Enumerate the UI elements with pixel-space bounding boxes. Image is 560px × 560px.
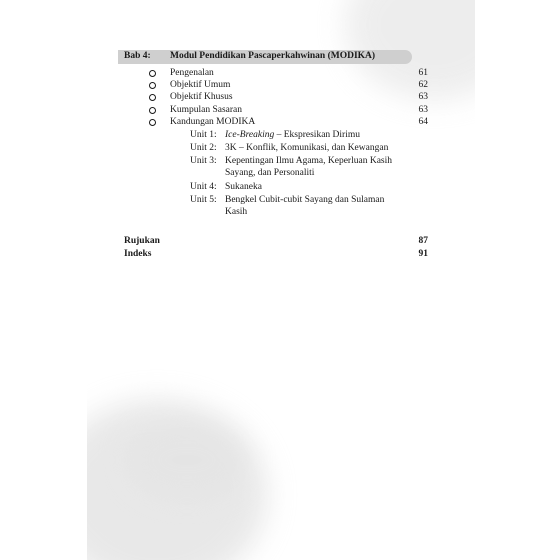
toc-entry: Kandungan MODIKA <box>170 117 256 127</box>
toc-page-number: 63 <box>418 105 428 115</box>
back-matter-entry: Indeks <box>124 249 152 259</box>
back-matter-entry: Rujukan <box>124 236 160 246</box>
bullet-icon <box>149 119 156 126</box>
toc-entry: Pengenalan <box>170 68 214 78</box>
toc-entry: Objektif Khusus <box>170 92 233 102</box>
toc-page-number: 63 <box>418 92 428 102</box>
unit-title: Kepentingan Ilmu Agama, Keperluan Kasih <box>225 156 392 166</box>
unit-label: Unit 5: <box>190 195 217 205</box>
unit-title: Sukaneka <box>225 182 262 192</box>
unit-label: Unit 1: <box>190 130 217 140</box>
unit-title-continued: Sayang, dan Personaliti <box>225 168 315 178</box>
bullet-icon <box>149 70 156 77</box>
chapter-label: Bab 4: <box>124 51 151 61</box>
chapter-title: Modul Pendidikan Pascaperkahwinan (MODIKA) <box>170 51 376 61</box>
toc-page-number: 62 <box>418 80 428 90</box>
unit-title-continued: Kasih <box>225 207 248 217</box>
bullet-icon <box>149 107 156 114</box>
unit-title <box>225 130 360 141</box>
toc-page-number: 61 <box>418 68 428 78</box>
unit-title-italic: Ice-Breaking <box>225 130 275 140</box>
toc-entry: Objektif Umum <box>170 80 231 90</box>
unit-title: Bengkel Cubit-cubit Sayang dan Sulaman <box>225 195 385 205</box>
bullet-icon <box>149 94 156 101</box>
watercolor-decoration <box>127 420 247 500</box>
toc-page-number: 64 <box>418 117 428 127</box>
bullet-icon <box>149 82 156 89</box>
unit-title-rest: – Ekspresikan Dirimu <box>274 130 360 140</box>
unit-label: Unit 3: <box>190 156 217 166</box>
unit-label: Unit 4: <box>190 182 217 192</box>
unit-label: Unit 2: <box>190 143 217 153</box>
toc-entry: Kumpulan Sasaran <box>170 105 243 115</box>
back-matter-page: 91 <box>418 249 428 259</box>
back-matter-page: 87 <box>418 236 428 246</box>
unit-title: 3K – Konflik, Komunikasi, dan Kewangan <box>225 143 389 153</box>
